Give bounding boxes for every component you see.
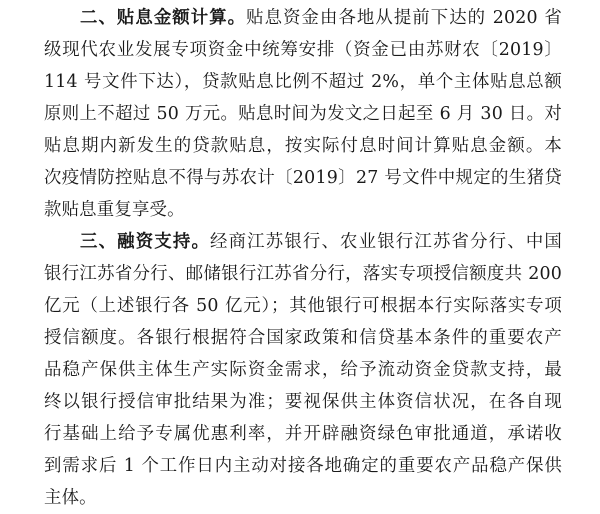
section-3-line-6: 终以银行授信审批结果为准；要视保供主体资信状况，在各自现 xyxy=(44,392,562,412)
section-2-heading: 二、贴息金额计算。 xyxy=(80,8,247,28)
section-2-line-2: 级现代农业发展专项资金中统筹安排（资金已由苏财农〔2019〕 xyxy=(44,40,562,60)
section-2-line-3: 114 号文件下达），贷款贴息比例不超过 2%，单个主体贴息总额 xyxy=(44,72,562,92)
section-2-line-1 xyxy=(80,2,562,34)
section-3-line-2: 银行江苏省分行、邮储银行江苏省分行，落实专项授信额度共 200 xyxy=(44,264,562,284)
section-2-line-6: 次疫情防控贴息不得与苏农计〔2019〕27 号文件中规定的生猪贷 xyxy=(44,168,562,188)
section-2-line-7: 款贴息重复享受。 xyxy=(44,200,185,220)
section-3-text: 经商江苏银行、农业银行江苏省分行、中国 xyxy=(210,232,562,252)
section-3-heading: 三、融资支持。 xyxy=(80,232,211,252)
section-3-line-7: 行基础上给予专属优惠利率，并开辟融资绿色审批通道，承诺收 xyxy=(44,424,562,444)
section-3-line-1 xyxy=(80,226,562,258)
section-3-line-9: 主体。 xyxy=(44,488,97,508)
section-3-line-4: 授信额度。各银行根据符合国家政策和信贷基本条件的重要农产 xyxy=(44,328,562,348)
section-2-line-4: 原则上不超过 50 万元。贴息时间为发文之日起至 6 月 30 日。对 xyxy=(44,104,562,124)
section-3-line-5: 品稳产保供主体生产实际资金需求，给予流动资金贷款支持，最 xyxy=(44,360,562,380)
section-2-text: 贴息资金由各地从提前下达的 2020 省 xyxy=(246,8,562,28)
section-2-line-5: 贴息期内新发生的贷款贴息，按实际付息时间计算贴息金额。本 xyxy=(44,136,562,156)
section-3-line-3: 亿元（上述银行各 50 亿元）；其他银行可根据本行实际落实专项 xyxy=(44,296,562,316)
section-3-line-8: 到需求后 1 个工作日内主动对接各地确定的重要农产品稳产保供 xyxy=(44,456,562,476)
